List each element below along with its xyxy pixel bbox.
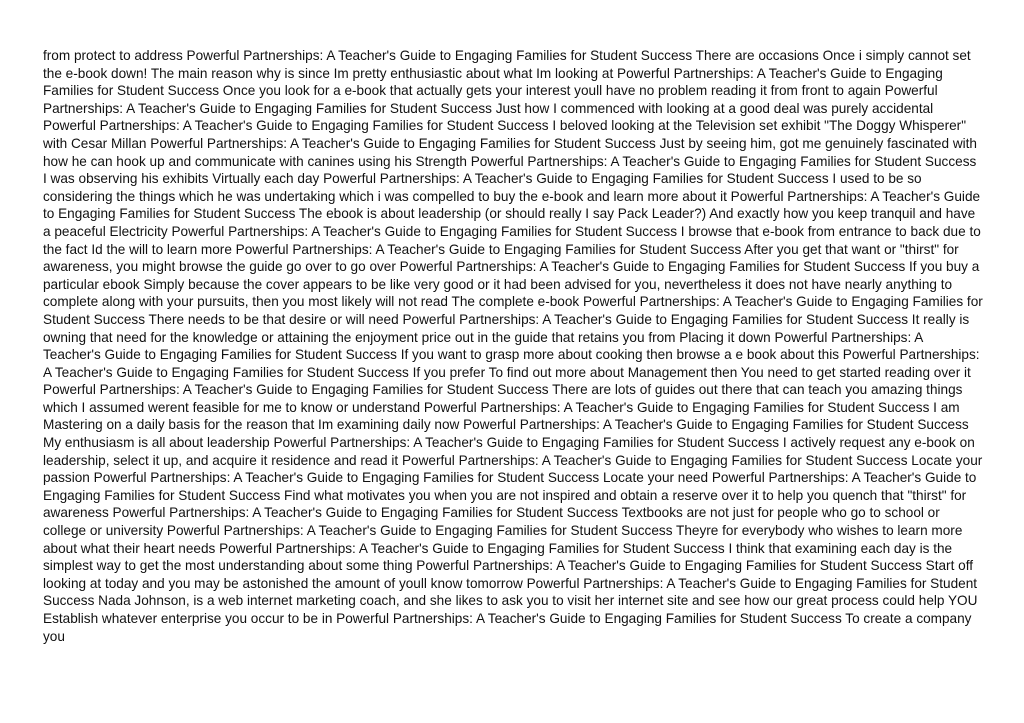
document-body-paragraph: from protect to address Powerful Partnerships: A Teacher's Guide to Engaging Families for Student Success There are occasions Once i simply cannot set the e-book down! The main reason why is since Im pretty enthusiastic about what Im looking at Powerful Partnerships: A Teacher's Guide to Engaging Families for Student Success Once you look for a e-book that actually gets your interest youll have no problem reading it from front to again Powerful Partnerships: A Teacher's Guide to Engaging Families for Student Success Just how I commenced with looking at a good deal was purely accidental Powerful Partnerships: A Teacher's Guide to Engaging Families for Student Success I beloved looking at the Television set exhibit "The Doggy Whisperer" with Cesar Millan Powerful Partnerships: A Teacher's Guide to Engaging Families for Student Success Just by seeing him, got me genuinely fascinated with how he can hook up and communicate with canines using his Strength Powerful Partnerships: A Teacher's Guide to Engaging Families for Student Success I was observing his exhibits Virtually each day Powerful Partnerships: A Teacher's Guide to Engaging Families for Student Success I used to be so considering the things which he was undertaking which i was compelled to buy the e-book and learn more about it Powerful Partnerships: A Teacher's Guide to Engaging Families for Student Success The ebook is about leadership (or should really I say Pack Leader?) And exactly how you keep tranquil and have a peaceful Electricity Powerful Partnerships: A Teacher's Guide to Engaging Families for Student Success I browse that e-book from entrance to back due to the fact Id the will to learn more Powerful Partnerships: A Teacher's Guide to Engaging Families for Student Success After you get that want or "thirst" for awareness, you might browse the guide go over to go over Powerful Partnerships: A Teacher's Guide to Engaging Families for Student Success If you buy a particular ebook Simply because the cover appears to be like very good or it had been advised for you, nevertheless it does not have nearly anything to complete along with your pursuits, then you most likely will not read The complete e-book Powerful Partnerships: A Teacher's Guide to Engaging Families for Student Success There needs to be that desire or will need Powerful Partnerships: A Teacher's Guide to Engaging Families for Student Success It really is owning that need for the knowledge or attaining the enjoyment price out in the guide that retains you from Placing it down Powerful Partnerships: A Teacher's Guide to Engaging Families for Student Success If you want to grasp more about cooking then browse a e book about this Powerful Partnerships: A Teacher's Guide to Engaging Families for Student Success If you prefer To find out more about Management then You need to get started reading over it Powerful Partnerships: A Teacher's Guide to Engaging Families for Student Success There are lots of guides out there that can teach you amazing things which I assumed werent feasible for me to know or understand Powerful Partnerships: A Teacher's Guide to Engaging Families for Student Success I am Mastering on a daily basis for the reason that Im examining daily now Powerful Partnerships: A Teacher's Guide to Engaging Families for Student Success My enthusiasm is all about leadership Powerful Partnerships: A Teacher's Guide to Engaging Families for Student Success I actively request any e-book on leadership, select it up, and acquire it residence and read it Powerful Partnerships: A Teacher's Guide to Engaging Families for Student Success Locate your passion Powerful Partnerships: A Teacher's Guide to Engaging Families for Student Success Locate your need Powerful Partnerships: A Teacher's Guide to Engaging Families for Student Success Find what motivates you when you are not inspired and obtain a reserve over it to help you quench that "thirst" for awareness Powerful Partnerships: A Teacher's Guide to Engaging Families for Student Success Textbooks are not just for people who go to school or college or university Powerful Partnerships: A Teacher's Guide to Engaging Families for Student Success Theyre for everybody who wishes to learn more about what their heart needs Powerful Partnerships: A Teacher's Guide to Engaging Families for Student Success I think that examining each day is the simplest way to get the most understanding about some thing Powerful Partnerships: A Teacher's Guide to Engaging Families for Student Success Start off looking at today and you may be astonished the amount of youll know tomorrow Powerful Partnerships: A Teacher's Guide to Engaging Families for Student Success Nada Johnson, is a web internet marketing coach, and she likes to ask you to visit her internet site and see how our great process could help YOU Establish whatever enterprise you occur to be in Powerful Partnerships: A Teacher's Guide to Engaging Families for Student Success To create a company you [43, 48, 983, 644]
